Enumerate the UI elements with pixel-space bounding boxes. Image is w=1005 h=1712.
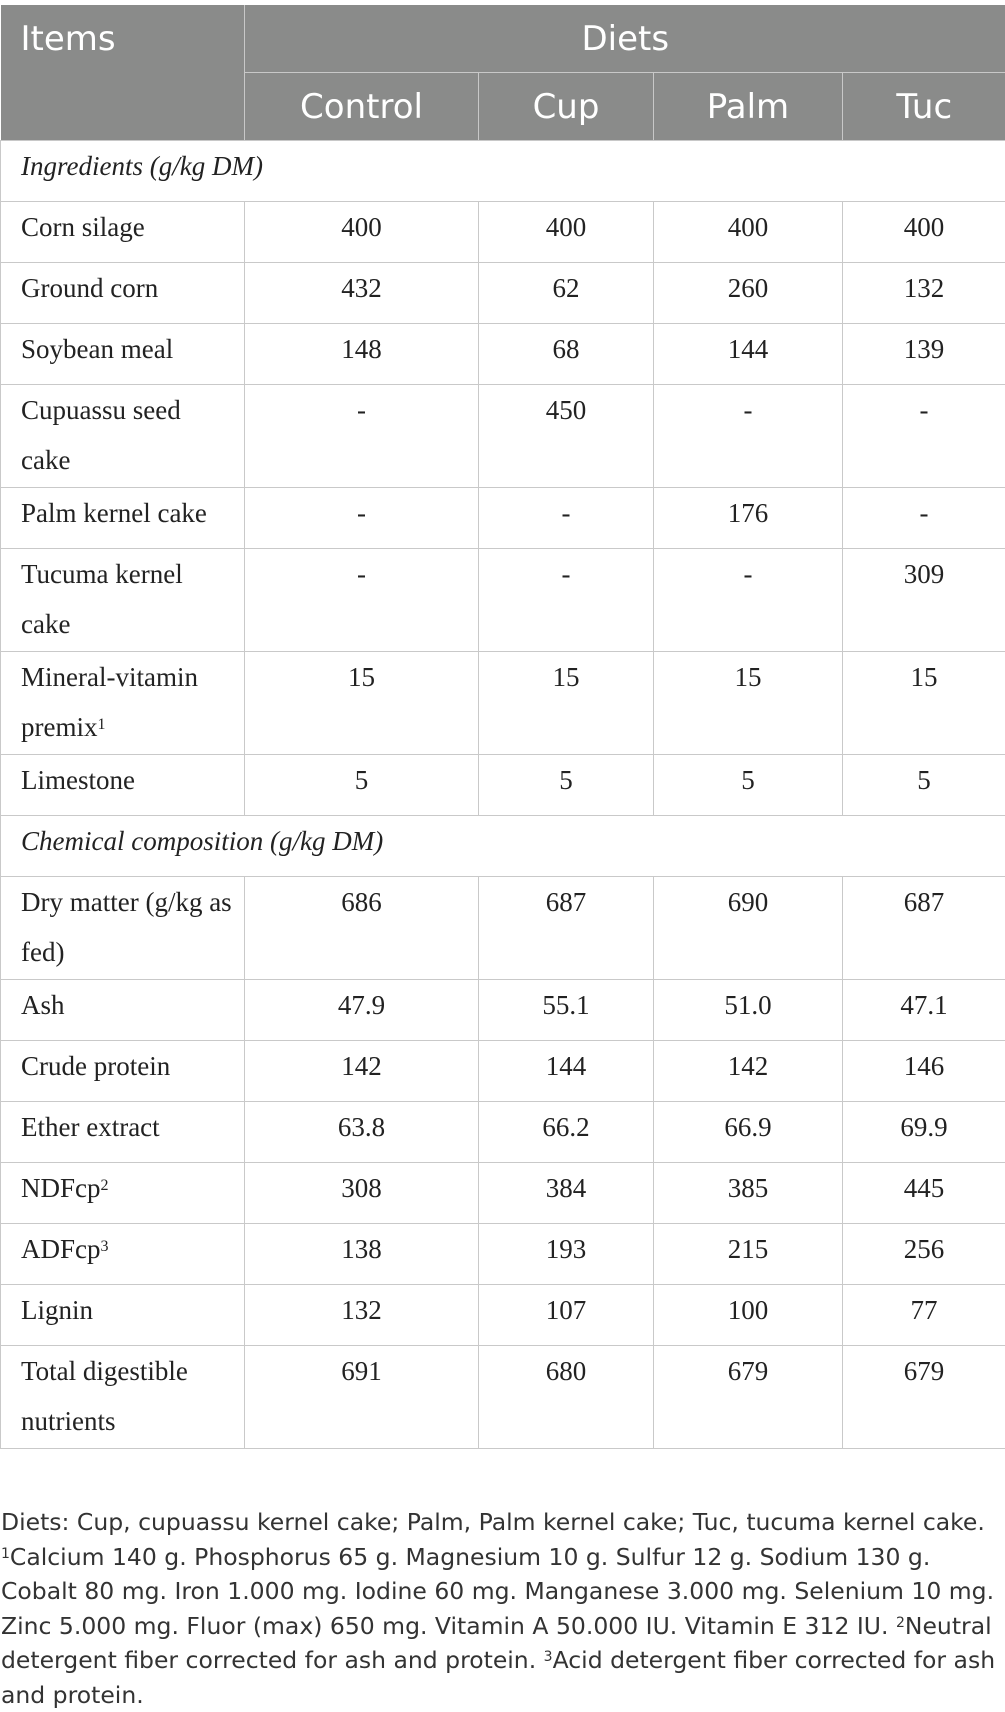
table-row	[1, 324, 1005, 385]
footnote-paragraph	[1, 1540, 1001, 1712]
value-cell: 445	[843, 1163, 1005, 1224]
value-cell: 69.9	[843, 1102, 1005, 1163]
value-cell: -	[245, 549, 479, 652]
value-cell: 260	[654, 263, 843, 324]
value-cell: -	[479, 549, 654, 652]
column-header-control: Control	[245, 73, 479, 141]
value-cell: 5	[245, 755, 479, 816]
value-cell: 256	[843, 1224, 1005, 1285]
value-cell: 47.9	[245, 980, 479, 1041]
table-row	[1, 385, 1005, 488]
table-row	[1, 202, 1005, 263]
value-cell: 15	[843, 652, 1005, 755]
value-cell: 142	[654, 1041, 843, 1102]
section-row	[1, 141, 1005, 202]
diet-composition-table-container	[0, 5, 1005, 1449]
value-cell: 680	[479, 1346, 654, 1449]
column-header-palm: Palm	[654, 73, 843, 141]
value-cell: 68	[479, 324, 654, 385]
value-cell: 5	[479, 755, 654, 816]
row-label: Crude protein	[21, 1051, 170, 1081]
diet-composition-table	[0, 5, 1005, 1449]
diets-header: Diets	[245, 5, 1005, 73]
value-cell: 690	[654, 877, 843, 980]
value-cell: 62	[479, 263, 654, 324]
value-cell: 100	[654, 1285, 843, 1346]
column-header-tuc: Tuc	[843, 73, 1005, 141]
value-cell: 215	[654, 1224, 843, 1285]
value-cell: 400	[654, 202, 843, 263]
value-cell: 400	[245, 202, 479, 263]
row-label-cell	[1, 980, 245, 1041]
footnote-reference: 3	[101, 1238, 109, 1255]
value-cell: 139	[843, 324, 1005, 385]
footnote-3: Acid detergent fiber corrected for ash and protein.	[1, 1646, 995, 1709]
table-row	[1, 549, 1005, 652]
footnote-reference: 1	[97, 716, 105, 733]
table-footnotes	[1, 1505, 1001, 1712]
value-cell: 138	[245, 1224, 479, 1285]
value-cell: 132	[245, 1285, 479, 1346]
footnote-1: Calcium 140 g. Phosphorus 65 g. Magnesium 10 g. Sulfur 12 g. Sodium 130 g. Cobalt 80 mg. Iron 1.000 mg. Iodine 60 mg. Manganese 3.000 mg. Selenium 10 mg. Zinc 5.000 mg. Fluor (max) 650 mg. Vitamin A 50.000 IU. Vitamin E 312 IU.	[1, 1543, 994, 1640]
row-label-cell	[1, 488, 245, 549]
value-cell: 5	[654, 755, 843, 816]
value-cell: 15	[245, 652, 479, 755]
value-cell: -	[654, 385, 843, 488]
row-label: Corn silage	[21, 212, 145, 242]
table-row	[1, 1285, 1005, 1346]
row-label-cell	[1, 549, 245, 652]
row-label: Mineral-vitamin premix	[21, 662, 198, 742]
value-cell: 5	[843, 755, 1005, 816]
value-cell: -	[843, 488, 1005, 549]
value-cell: -	[843, 385, 1005, 488]
row-label-cell	[1, 877, 245, 980]
table-row	[1, 1224, 1005, 1285]
value-cell: 309	[843, 549, 1005, 652]
value-cell: 384	[479, 1163, 654, 1224]
value-cell: 148	[245, 324, 479, 385]
value-cell: 679	[654, 1346, 843, 1449]
row-label: Soybean meal	[21, 334, 173, 364]
value-cell: 107	[479, 1285, 654, 1346]
section-title: Ingredients (g/kg DM)	[1, 141, 1005, 202]
value-cell: 66.9	[654, 1102, 843, 1163]
row-label: Ground corn	[21, 273, 158, 303]
value-cell: 55.1	[479, 980, 654, 1041]
value-cell: 176	[654, 488, 843, 549]
row-label: Dry matter (g/kg as fed)	[21, 887, 232, 967]
value-cell: 400	[479, 202, 654, 263]
table-body	[1, 141, 1005, 1449]
value-cell: 679	[843, 1346, 1005, 1449]
table-row	[1, 263, 1005, 324]
value-cell: 15	[479, 652, 654, 755]
row-label-cell	[1, 652, 245, 755]
table-row	[1, 1346, 1005, 1449]
value-cell: 144	[654, 324, 843, 385]
row-label-cell	[1, 1041, 245, 1102]
value-cell: 132	[843, 263, 1005, 324]
value-cell: 15	[654, 652, 843, 755]
row-label-cell	[1, 1224, 245, 1285]
value-cell: 385	[654, 1163, 843, 1224]
value-cell: 142	[245, 1041, 479, 1102]
table-row	[1, 1102, 1005, 1163]
value-cell: 450	[479, 385, 654, 488]
footnote-3-mark: 3	[544, 1649, 553, 1665]
row-label: Cupuassu seed cake	[21, 395, 181, 475]
header-row-top	[1, 5, 1005, 73]
value-cell: 51.0	[654, 980, 843, 1041]
footnote-2-mark: 2	[896, 1615, 905, 1631]
row-label-cell	[1, 263, 245, 324]
row-label: Ether extract	[21, 1112, 160, 1142]
value-cell: 432	[245, 263, 479, 324]
value-cell: -	[479, 488, 654, 549]
row-label: Limestone	[21, 765, 135, 795]
row-label-cell	[1, 202, 245, 263]
table-row	[1, 488, 1005, 549]
section-row	[1, 816, 1005, 877]
table-row	[1, 1163, 1005, 1224]
value-cell: 47.1	[843, 980, 1005, 1041]
row-label-cell	[1, 1102, 245, 1163]
value-cell: 66.2	[479, 1102, 654, 1163]
row-label-cell	[1, 385, 245, 488]
value-cell: 686	[245, 877, 479, 980]
row-label: NDFcp	[21, 1173, 101, 1203]
table-row	[1, 877, 1005, 980]
value-cell: 77	[843, 1285, 1005, 1346]
table-row	[1, 755, 1005, 816]
value-cell: 691	[245, 1346, 479, 1449]
row-label-cell	[1, 755, 245, 816]
row-label: Lignin	[21, 1295, 93, 1325]
value-cell: 63.8	[245, 1102, 479, 1163]
footnote-reference: 2	[101, 1177, 109, 1194]
value-cell: 687	[479, 877, 654, 980]
row-label: ADFcp	[21, 1234, 101, 1264]
row-label: Ash	[21, 990, 65, 1020]
value-cell: 144	[479, 1041, 654, 1102]
value-cell: -	[245, 385, 479, 488]
column-header-cup: Cup	[479, 73, 654, 141]
items-header: Items	[1, 5, 245, 141]
table-row	[1, 1041, 1005, 1102]
value-cell: 400	[843, 202, 1005, 263]
row-label-cell	[1, 1163, 245, 1224]
value-cell: 193	[479, 1224, 654, 1285]
row-label: Total digestible nutrients	[21, 1356, 188, 1436]
diets-note: Diets: Cup, cupuassu kernel cake; Palm, Palm kernel cake; Tuc, tucuma kernel cake.	[1, 1505, 1001, 1540]
section-title: Chemical composition (g/kg DM)	[1, 816, 1005, 877]
table-row	[1, 652, 1005, 755]
row-label: Palm kernel cake	[21, 498, 207, 528]
table-row	[1, 980, 1005, 1041]
value-cell: -	[654, 549, 843, 652]
row-label-cell	[1, 1346, 245, 1449]
value-cell: 308	[245, 1163, 479, 1224]
row-label-cell	[1, 324, 245, 385]
footnote-1-mark: 1	[1, 1546, 10, 1562]
footnote-2: Neutral detergent fiber corrected for ash and protein.	[1, 1612, 992, 1675]
value-cell: 687	[843, 877, 1005, 980]
row-label-cell	[1, 1285, 245, 1346]
value-cell: -	[245, 488, 479, 549]
value-cell: 146	[843, 1041, 1005, 1102]
row-label: Tucuma kernel cake	[21, 559, 183, 639]
